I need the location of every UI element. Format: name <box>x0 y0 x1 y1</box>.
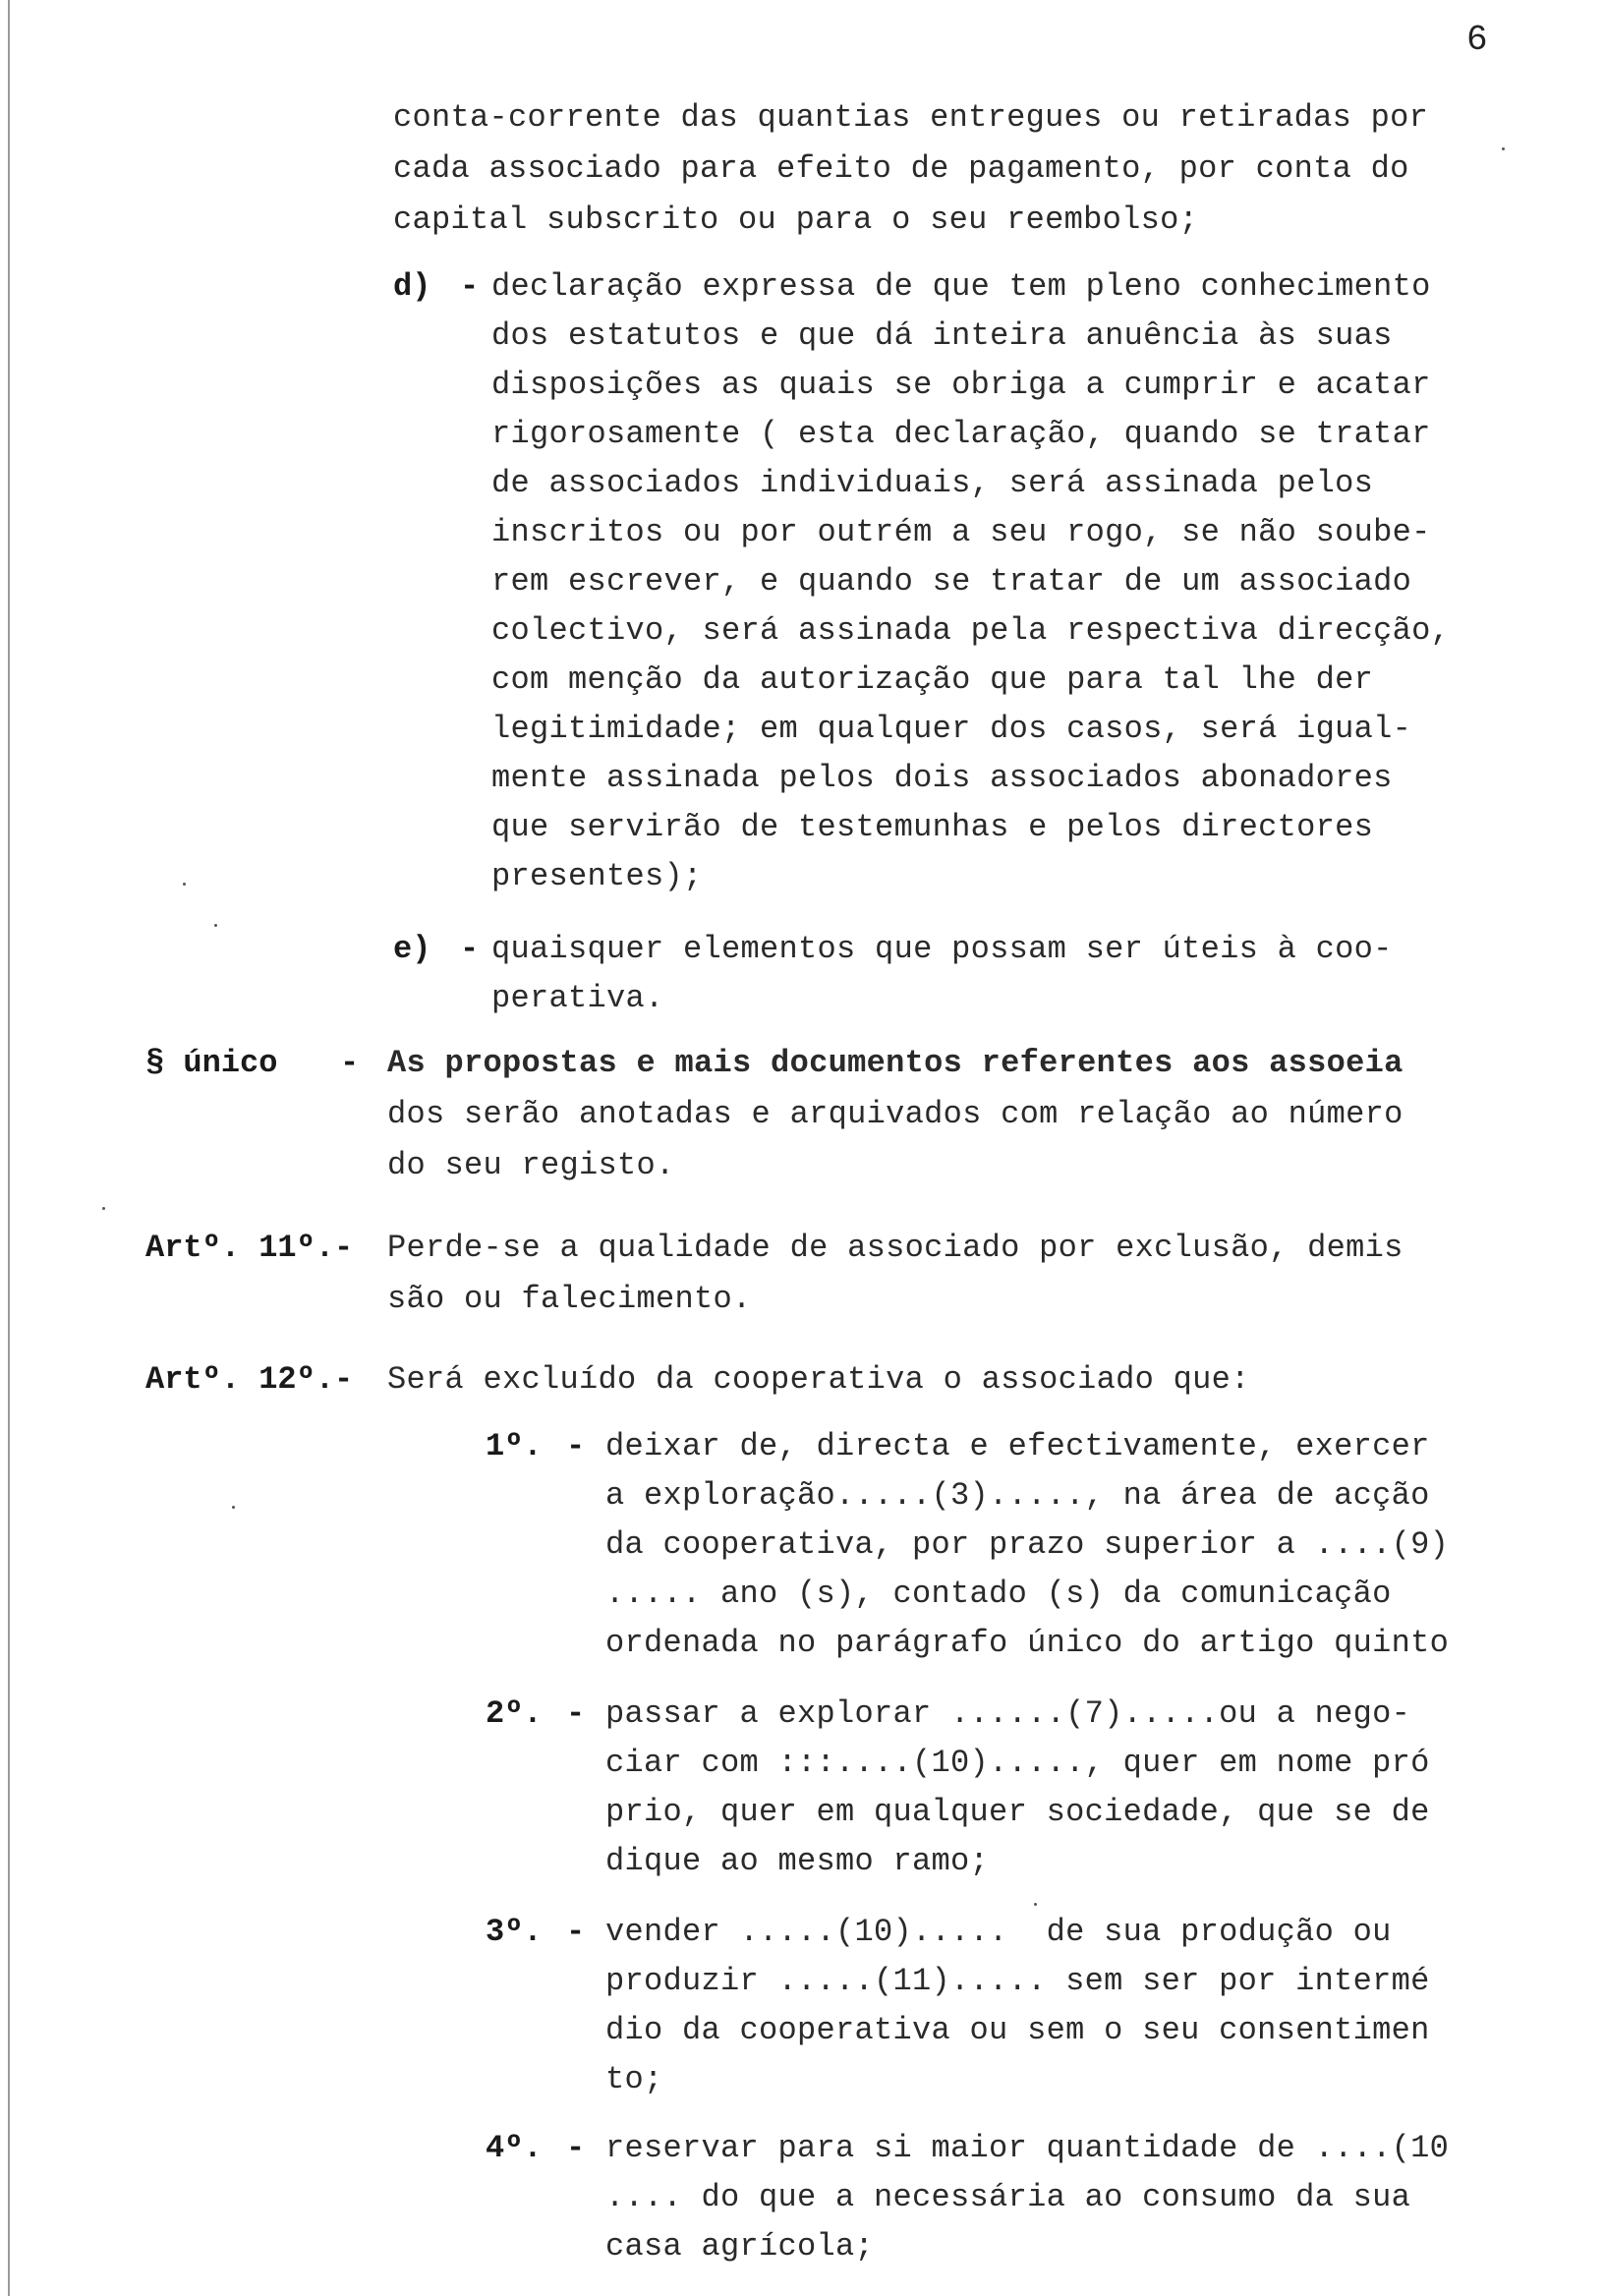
page-number: 6 <box>1466 20 1488 60</box>
text-line: produzir .....(11)..... sem ser por intermé <box>605 1963 1430 1999</box>
item-e-label: e) <box>393 931 431 967</box>
text-line: dio da cooperativa ou sem o seu consentimen <box>605 2012 1430 2048</box>
item-e-dash: - <box>460 931 480 967</box>
text-line: perativa. <box>491 980 664 1016</box>
text-line: inscritos ou por outrém a seu rogo, se não soube- <box>491 514 1431 550</box>
text-line: reservar para si maior quantidade de ....(10 <box>605 2130 1450 2166</box>
text-line: As propostas e mais documentos referentes aos assoeia <box>387 1045 1404 1081</box>
text-line: casa agrícola; <box>605 2228 875 2265</box>
item-2-dash: - <box>566 1695 586 1732</box>
text-line: passar a explorar ......(7).....ou a nego- <box>605 1695 1411 1732</box>
text-line: ciar com :::....(10)....., quer em nome pró <box>605 1745 1430 1781</box>
item-3-dash: - <box>566 1914 586 1950</box>
item-1-label: 1º. <box>486 1428 543 1464</box>
ink-speck <box>214 924 217 927</box>
text-line: ..... ano (s), contado (s) da comunicação <box>605 1576 1392 1612</box>
text-line: deixar de, directa e efectivamente, exercer <box>605 1428 1430 1464</box>
ink-speck <box>102 1207 105 1210</box>
ink-speck <box>1034 1903 1037 1906</box>
text-line: que servirão de testemunhas e pelos directores <box>491 809 1374 845</box>
item-d-dash: - <box>460 268 480 305</box>
text-line: vender .....(10)..... de sua produção ou <box>605 1914 1392 1950</box>
article-12-label: Artº. 12º.- <box>145 1361 354 1398</box>
text-line: capital subscrito ou para o seu reembolso; <box>393 201 1199 238</box>
paragraph-unico-label: § único <box>145 1045 278 1081</box>
text-line: são ou falecimento. <box>387 1281 752 1317</box>
text-line: da cooperativa, por prazo superior a ....(9) <box>605 1526 1450 1563</box>
text-line: to; <box>605 2061 663 2097</box>
text-line: conta-corrente das quantias entregues ou retiradas por <box>393 99 1429 136</box>
text-line: declaração expressa de que tem pleno conhecimento <box>491 268 1431 305</box>
item-4-dash: - <box>566 2130 586 2166</box>
text-line: quaisquer elementos que possam ser úteis à coo- <box>491 931 1393 967</box>
text-line: dos serão anotadas e arquivados com relação ao número <box>387 1096 1404 1132</box>
text-line: .... do que a necessária ao consumo da sua <box>605 2179 1411 2215</box>
text-line: rigorosamente ( esta declaração, quando se tratar <box>491 416 1431 452</box>
text-line: rem escrever, e quando se tratar de um associado <box>491 563 1412 600</box>
item-1-dash: - <box>566 1428 586 1464</box>
item-2-label: 2º. <box>486 1695 543 1732</box>
text-line: prio, quer em qualquer sociedade, que se de <box>605 1794 1430 1830</box>
ink-speck <box>1502 147 1505 150</box>
text-line: Será excluído da cooperativa o associado que: <box>387 1361 1250 1398</box>
text-line: do seu registo. <box>387 1147 675 1183</box>
item-3-label: 3º. <box>486 1914 543 1950</box>
page-edge-line <box>8 0 10 2296</box>
item-d-label: d) <box>393 268 431 305</box>
text-line: de associados individuais, será assinada pelos <box>491 465 1374 501</box>
text-line: presentes); <box>491 858 703 894</box>
text-line: ordenada no parágrafo único do artigo quinto <box>605 1625 1450 1661</box>
ink-speck <box>232 1506 235 1509</box>
ink-speck <box>183 883 186 886</box>
text-line: legitimidade; em qualquer dos casos, será igual- <box>491 711 1412 747</box>
text-line: colectivo, será assinada pela respectiva direcção, <box>491 612 1451 649</box>
text-line: mente assinada pelos dois associados abonadores <box>491 760 1393 796</box>
text-line: com menção da autorização que para tal lhe der <box>491 661 1374 698</box>
text-line: dos estatutos e que dá inteira anuência às suas <box>491 317 1393 354</box>
text-line: Perde-se a qualidade de associado por exclusão, demis <box>387 1230 1404 1266</box>
text-line: a exploração.....(3)....., na área de acção <box>605 1477 1430 1514</box>
text-line: dique ao mesmo ramo; <box>605 1843 990 1879</box>
item-4-label: 4º. <box>486 2130 543 2166</box>
article-11-label: Artº. 11º.- <box>145 1230 354 1266</box>
text-line: cada associado para efeito de pagamento, por conta do <box>393 150 1409 187</box>
paragraph-unico-dash: - <box>340 1045 360 1081</box>
text-line: disposições as quais se obriga a cumprir e acatar <box>491 367 1431 403</box>
